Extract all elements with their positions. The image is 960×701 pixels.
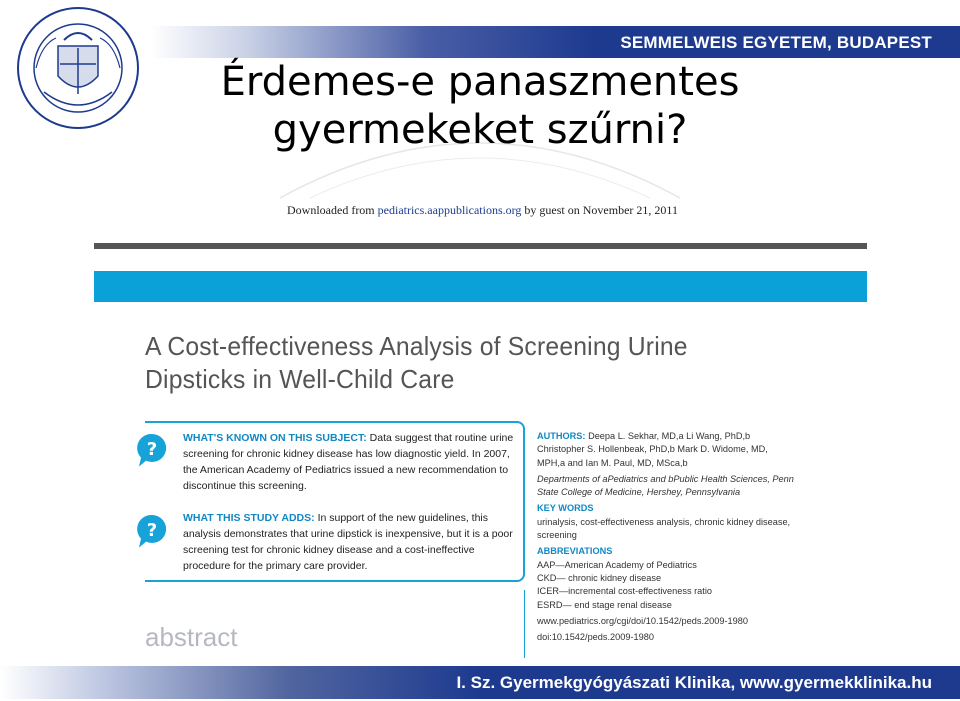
abbreviation-item: AAP—American Academy of Pediatrics: [537, 559, 697, 570]
keywords-heading: KEY WORDS: [537, 503, 594, 514]
download-notice: Downloaded from pediatrics.aappublications.org by guest on November 21, 2011: [287, 203, 678, 217]
article-url[interactable]: www.pediatrics.org/cgi/doi/10.1542/peds.2009-1980: [537, 615, 748, 626]
authors-heading: AUTHORS:: [537, 431, 586, 441]
authors-text: Deepa L. Sekhar, MD,a Li Wang, PhD,b Christopher S. Hollenbeak, PhD,b Mark D. Widome, MD, MPH,a and Ian M. Paul, MD, MSca,b: [537, 431, 768, 468]
slide-title: [150, 58, 810, 154]
adds-heading: WHAT THIS STUDY ADDS:: [183, 512, 315, 524]
known-text: Data suggest that routine urine screening for chronic kidney disease has low diagnostic yield. In 2007, the American Academy of Pediatrics issued a new recommendation to discontinue this screening.: [183, 432, 514, 492]
header-band: [150, 26, 960, 58]
adds-text: In support of the new guidelines, this analysis demonstrates that urine dipstick is inexpensive, but it is a poor screening test for chronic kidney disease and a cost-ineffective procedure for the primary care provider.: [183, 512, 513, 572]
svg-text:?: ?: [146, 439, 158, 460]
university-seal-icon: [10, 6, 146, 130]
departments-text: Departments of aPediatrics and bPublic Health Sciences, Penn State College of Medicine, Hershey, Pennsylvania: [537, 473, 794, 498]
article-header-bar: [94, 271, 867, 302]
keywords-text: urinalysis, cost-effectiveness analysis, chronic kidney disease, screening: [537, 516, 791, 541]
article-sidebar: [537, 430, 797, 644]
slide-title-line1: Érdemes-e panaszmentes: [220, 59, 740, 105]
adds-section: [183, 510, 515, 574]
article-top-rule: [94, 243, 867, 249]
known-section: [183, 430, 515, 494]
article-title: A Cost-effectiveness Analysis of Screening Urine Dipsticks in Well-Child Care: [145, 331, 688, 394]
abbreviation-item: ESRD— end stage renal disease: [537, 599, 672, 610]
footer-text: I. Sz. Gyermekgyógyászati Klinika, www.gyermekklinika.hu: [456, 673, 932, 692]
svg-text:?: ?: [146, 520, 158, 541]
slide-title-line2: gyermekeket szűrni?: [272, 107, 688, 153]
footer-band: [0, 666, 960, 699]
question-bubble-icon: [136, 513, 168, 551]
known-heading: WHAT'S KNOWN ON THIS SUBJECT:: [183, 432, 367, 444]
download-link[interactable]: pediatrics.aappublications.org: [377, 203, 522, 217]
abbreviations-heading: ABBREVIATIONS: [537, 546, 613, 557]
university-name: SEMMELWEIS EGYETEM, BUDAPEST: [620, 33, 932, 52]
abbreviation-item: ICER—incremental cost-effectiveness ratio: [537, 586, 712, 597]
question-bubble-icon: [136, 432, 168, 470]
abstract-label: abstract: [145, 622, 238, 652]
abbreviation-item: CKD— chronic kidney disease: [537, 572, 662, 583]
side-divider: [524, 590, 525, 658]
article-doi: doi:10.1542/peds.2009-1980: [537, 632, 654, 643]
